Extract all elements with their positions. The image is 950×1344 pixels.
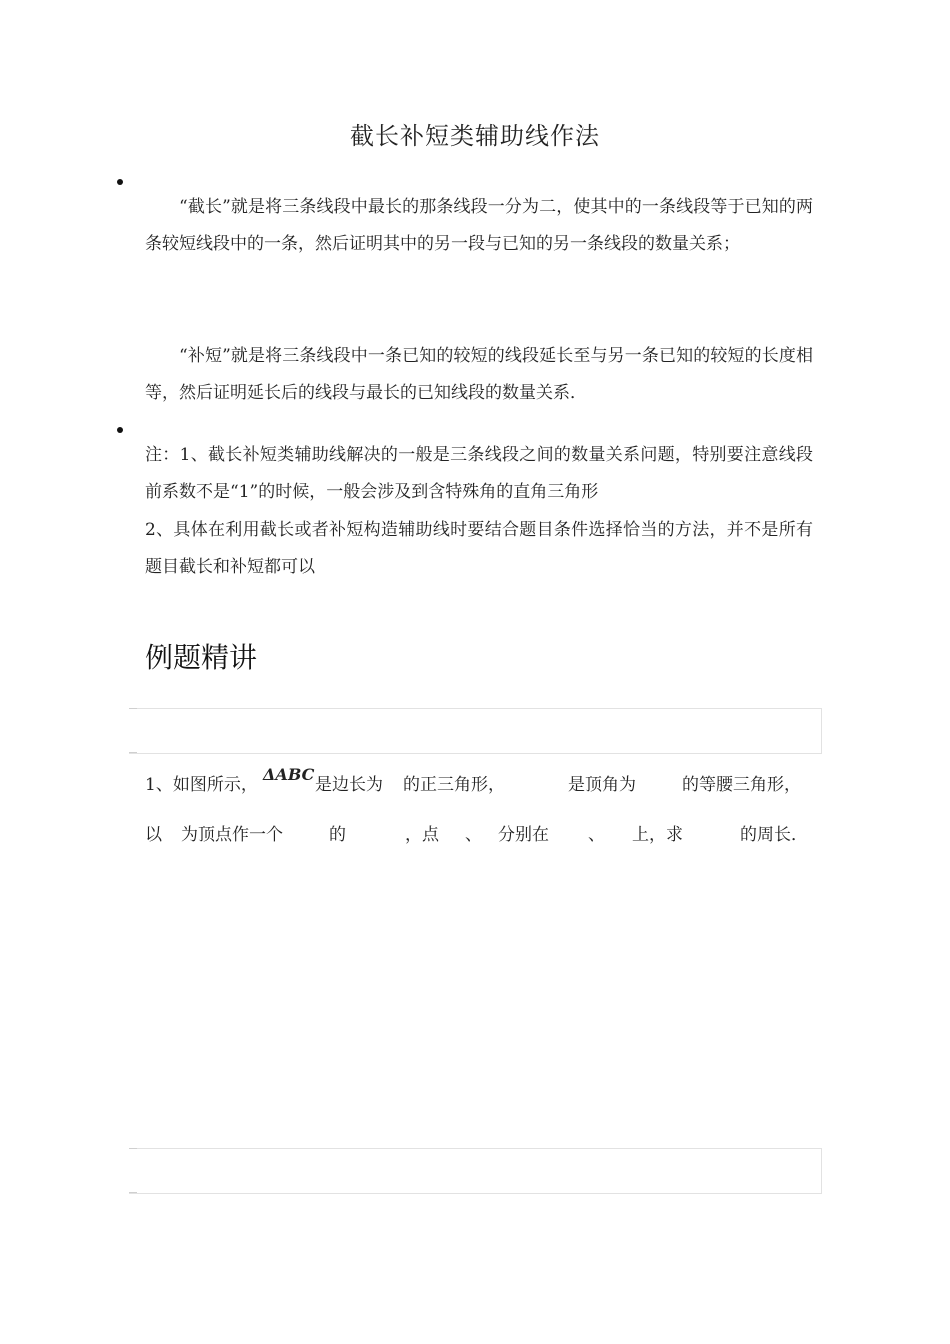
q1-text: 上，求 [632, 825, 683, 845]
jiechang-paragraph: “截长”就是将三条线段中最长的那条线段一分为二，使其中的一条线段等于已知的两条较短线段中的一条，然后证明其中的另一段与已知的另一条线段的数量关系； [145, 197, 813, 254]
question-1-line-1 [145, 765, 813, 796]
bullet-marker [117, 427, 123, 433]
box-corner-mark [129, 708, 137, 709]
section-heading: 例题精讲 [145, 641, 258, 674]
note-2: 2、具体在利用截长或者补短构造辅助线时要结合题目条件选择恰当的方法，并不是所有题目截长和补短都可以 [145, 520, 813, 577]
question-1-line-2 [145, 820, 813, 846]
q1-text: 是边长为 [315, 775, 383, 795]
page-title: 截长补短类辅助线作法 [350, 122, 600, 150]
question-footer-box [129, 1148, 822, 1194]
q1-text: ，点 [405, 825, 439, 845]
box-corner-mark [129, 1148, 137, 1149]
q1-text: 、 [588, 825, 605, 845]
q1-text: 、 [465, 825, 482, 845]
triangle-abc-symbol: ΔABC [263, 765, 315, 784]
q1-text: 1、如图所示， [145, 775, 258, 795]
question-header-box [129, 708, 822, 754]
q1-text: 的 [329, 825, 346, 845]
note-1: 注：1、截长补短类辅助线解决的一般是三条线段之间的数量关系问题，特别要注意线段前系数不是“1”的时候，一般会涉及到含特殊角的直角三角形 [145, 445, 813, 502]
q1-text: 的正三角形， [403, 775, 505, 795]
q1-text: 以 [145, 825, 162, 845]
box-corner-mark [129, 1192, 137, 1193]
q1-text: 为顶点作一个 [181, 825, 283, 845]
q1-text: 的等腰三角形， [682, 775, 801, 795]
q1-text: 的周长． [740, 825, 808, 845]
q1-text: 分别在 [498, 825, 549, 845]
bullet-marker [117, 179, 123, 185]
q1-text: 是顶角为 [568, 775, 636, 795]
buduan-paragraph: “补短”就是将三条线段中一条已知的较短的线段延长至与另一条已知的较短的长度相等，然后证明延长后的线段与最长的已知线段的数量关系． [145, 346, 813, 403]
box-corner-mark [129, 752, 137, 753]
